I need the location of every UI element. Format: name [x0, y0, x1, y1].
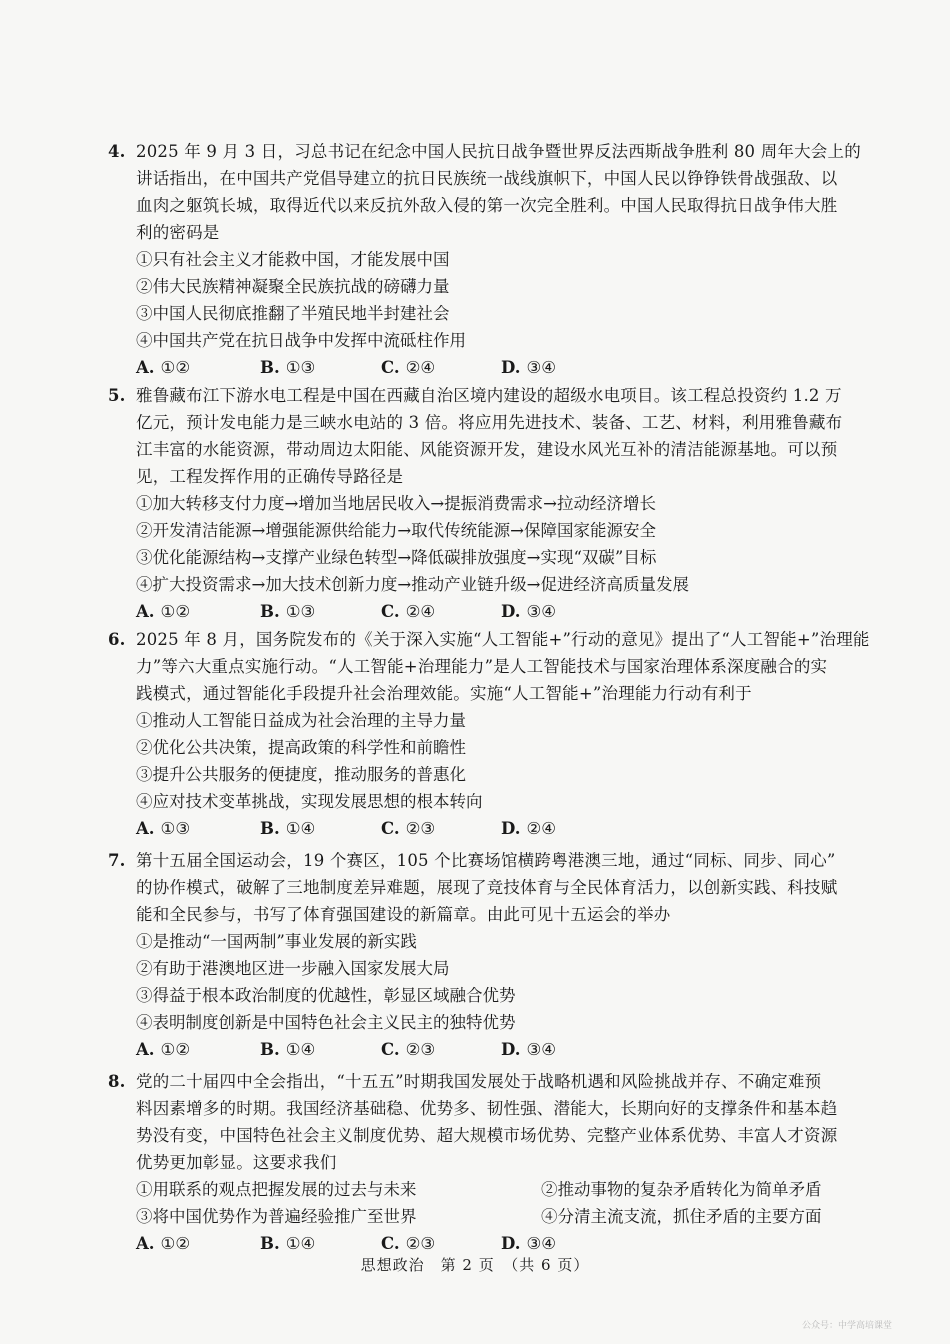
choice-letter: D.	[501, 819, 521, 838]
choice-letter: D.	[501, 358, 521, 377]
choice-letter: C.	[381, 819, 400, 838]
statement-option: ②推动事物的复杂矛盾转化为简单矛盾	[541, 1180, 822, 1199]
choice-text: ①②	[160, 602, 191, 621]
choice-text: ①④	[285, 1234, 316, 1253]
choice-text: ②③	[405, 1040, 436, 1059]
question-stem-line	[108, 382, 848, 409]
choice-text: ①④	[285, 819, 316, 838]
choice-letter: A.	[136, 1234, 155, 1253]
choice-d	[501, 598, 556, 626]
choice-b	[260, 598, 315, 626]
choice-a	[136, 598, 190, 626]
choice-text: ①②	[160, 358, 191, 377]
statement-option: ②有助于港澳地区进一步融入国家发展大局	[136, 959, 450, 978]
choice-c	[381, 598, 435, 626]
choice-text: ③④	[526, 358, 557, 377]
choice-b	[260, 354, 315, 382]
question-text: 亿元，预计发电能力是三峡水电站的 3 倍。将应用先进技术、装备、工艺、材料，利用雅鲁藏布	[136, 413, 843, 432]
choice-d	[501, 1036, 556, 1064]
question-text: 第十五届全国运动会，19 个赛区，105 个比赛场馆横跨粤港澳三地，通过“同标、同步、同心”	[136, 851, 836, 870]
question-text: 的协作模式，破解了三地制度差异难题，展现了竞技体育与全民体育活力，以创新实践、科技赋	[136, 878, 838, 897]
choice-d	[501, 354, 556, 382]
choice-text: ②③	[405, 819, 436, 838]
question-text: 利的密码是	[136, 223, 220, 242]
question-text: 优势更加彰显。这要求我们	[136, 1153, 337, 1172]
choice-a	[136, 815, 190, 843]
question-text: 血肉之躯筑长城，取得近代以来反抗外敌入侵的第一次完全胜利。中国人民取得抗日战争伟大胜	[136, 196, 838, 215]
statement-option: ②开发清洁能源→增强能源供给能力→取代传统能源→保障国家能源安全	[136, 521, 656, 540]
statement-option: ①加大转移支付力度→增加当地居民收入→提振消费需求→拉动经济增长	[136, 494, 656, 513]
statement-option-row	[108, 1203, 848, 1230]
answer-choices	[108, 354, 848, 382]
choice-text: ②④	[405, 358, 436, 377]
choice-a	[136, 354, 190, 382]
choice-letter: C.	[381, 1234, 400, 1253]
question-text: 雅鲁藏布江下游水电工程是中国在西藏自治区境内建设的超级水电项目。该工程总投资约 1.2 万	[136, 386, 842, 405]
choice-letter: D.	[501, 1234, 521, 1253]
statement-option: ③得益于根本政治制度的优越性，彰显区域融合优势	[136, 986, 516, 1005]
choice-d	[501, 815, 556, 843]
answer-choices	[108, 815, 848, 843]
statement-option-row	[108, 1176, 848, 1203]
choice-letter: C.	[381, 602, 400, 621]
choice-text: ③④	[526, 602, 557, 621]
question-text: 2025 年 9 月 3 日，习总书记在纪念中国人民抗日战争暨世界反法西斯战争胜利 80 周年大会上的	[136, 142, 861, 161]
statement-option: ①是推动“一国两制”事业发展的新实践	[136, 932, 417, 951]
choice-text: ①③	[160, 819, 191, 838]
statement-option: ③优化能源结构→支撑产业绿色转型→降低碳排放强度→实现“双碳”目标	[136, 548, 657, 567]
choice-text: ①②	[160, 1234, 191, 1253]
choice-letter: B.	[260, 358, 280, 377]
choice-letter: D.	[501, 602, 521, 621]
question-stem-line	[108, 847, 848, 874]
choice-c	[381, 354, 435, 382]
question-text: 料因素增多的时期。我国经济基础稳、优势多、韧性强、潜能大，长期向好的支撑条件和基本趋	[136, 1099, 838, 1118]
answer-choices	[108, 1036, 848, 1064]
question-7	[108, 847, 848, 1064]
choice-a	[136, 1036, 190, 1064]
question-stem-line	[108, 1068, 848, 1095]
answer-choices	[108, 598, 848, 626]
question-6	[108, 626, 870, 843]
question-number: 8.	[108, 1072, 126, 1091]
choice-c	[381, 1036, 435, 1064]
statement-option: ④中国共产党在抗日战争中发挥中流砥柱作用	[136, 331, 466, 350]
statement-option: ③提升公共服务的便捷度，推动服务的普惠化	[136, 765, 466, 784]
choice-c	[381, 815, 435, 843]
statement-option: ④表明制度创新是中国特色社会主义民主的独特优势	[136, 1013, 516, 1032]
choice-text: ②④	[526, 819, 557, 838]
choice-letter: D.	[501, 1040, 521, 1059]
choice-text: ③④	[526, 1040, 557, 1059]
question-text: 江丰富的水能资源，带动周边太阳能、风能资源开发，建设水风光互补的清洁能源基地。可以预	[136, 440, 838, 459]
statement-option: ④应对技术变革挑战，实现发展思想的根本转向	[136, 792, 483, 811]
choice-text: ①②	[160, 1040, 191, 1059]
question-text: 见，工程发挥作用的正确传导路径是	[136, 467, 404, 486]
question-text: 党的二十届四中全会指出，“十五五”时期我国发展处于战略机遇和风险挑战并存、不确定难预	[136, 1072, 822, 1091]
statement-option: ③中国人民彻底推翻了半殖民地半封建社会	[136, 304, 450, 323]
choice-letter: C.	[381, 358, 400, 377]
choice-letter: B.	[260, 602, 280, 621]
statement-option: ②优化公共决策，提高政策的科学性和前瞻性	[136, 738, 466, 757]
question-text: 能和全民参与，书写了体育强国建设的新篇章。由此可见十五运会的举办	[136, 905, 671, 924]
choice-letter: B.	[260, 1040, 280, 1059]
choice-letter: C.	[381, 1040, 400, 1059]
choice-letter: B.	[260, 1234, 280, 1253]
question-number: 7.	[108, 851, 126, 870]
question-text: 讲话指出，在中国共产党倡导建立的抗日民族统一战线旗帜下，中国人民以铮铮铁骨战强敌、以	[136, 169, 838, 188]
choice-b	[260, 1036, 315, 1064]
statement-option: ①推动人工智能日益成为社会治理的主导力量	[136, 711, 466, 730]
choice-letter: A.	[136, 358, 155, 377]
choice-text: ②④	[405, 602, 436, 621]
question-stem-line	[108, 138, 861, 165]
statement-option: ④分清主流支流，抓住矛盾的主要方面	[541, 1207, 822, 1226]
choice-letter: B.	[260, 819, 280, 838]
question-text: 2025 年 8 月，国务院发布的《关于深入实施“人工智能+”行动的意见》提出了“人工智能+”治理能	[136, 630, 870, 649]
question-number: 4.	[108, 142, 126, 161]
question-4	[108, 138, 861, 382]
statement-option: ②伟大民族精神凝聚全民族抗战的磅礴力量	[136, 277, 450, 296]
question-8	[108, 1068, 848, 1258]
choice-text: ③④	[526, 1234, 557, 1253]
question-5	[108, 382, 848, 626]
page-footer: 思想政治 第 2 页 （共 6 页）	[360, 1256, 590, 1274]
statement-option: ③将中国优势作为普遍经验推广至世界	[136, 1207, 417, 1226]
choice-letter: A.	[136, 1040, 155, 1059]
question-stem-line	[108, 626, 870, 653]
choice-letter: A.	[136, 602, 155, 621]
question-text: 力”等六大重点实施行动。“人工智能+治理能力”是人工智能技术与国家治理体系深度融合的实	[136, 657, 828, 676]
question-number: 6.	[108, 630, 126, 649]
question-text: 势没有变，中国特色社会主义制度优势、超大规模市场优势、完整产业体系优势、丰富人才资源	[136, 1126, 838, 1145]
question-text: 践模式，通过智能化手段提升社会治理效能。实施“人工智能+”治理能力行动有利于	[136, 684, 752, 703]
choice-b	[260, 815, 315, 843]
statement-option: ①只有社会主义才能救中国，才能发展中国	[136, 250, 450, 269]
statement-option: ④扩大投资需求→加大技术创新力度→推动产业链升级→促进经济高质量发展	[136, 575, 689, 594]
choice-text: ②③	[405, 1234, 436, 1253]
statement-option: ①用联系的观点把握发展的过去与未来	[136, 1180, 417, 1199]
choice-text: ①③	[285, 358, 316, 377]
choice-text: ①③	[285, 602, 316, 621]
watermark: 公众号：中学高培课堂	[801, 1321, 892, 1331]
choice-text: ①④	[285, 1040, 316, 1059]
choice-letter: A.	[136, 819, 155, 838]
question-number: 5.	[108, 386, 126, 405]
